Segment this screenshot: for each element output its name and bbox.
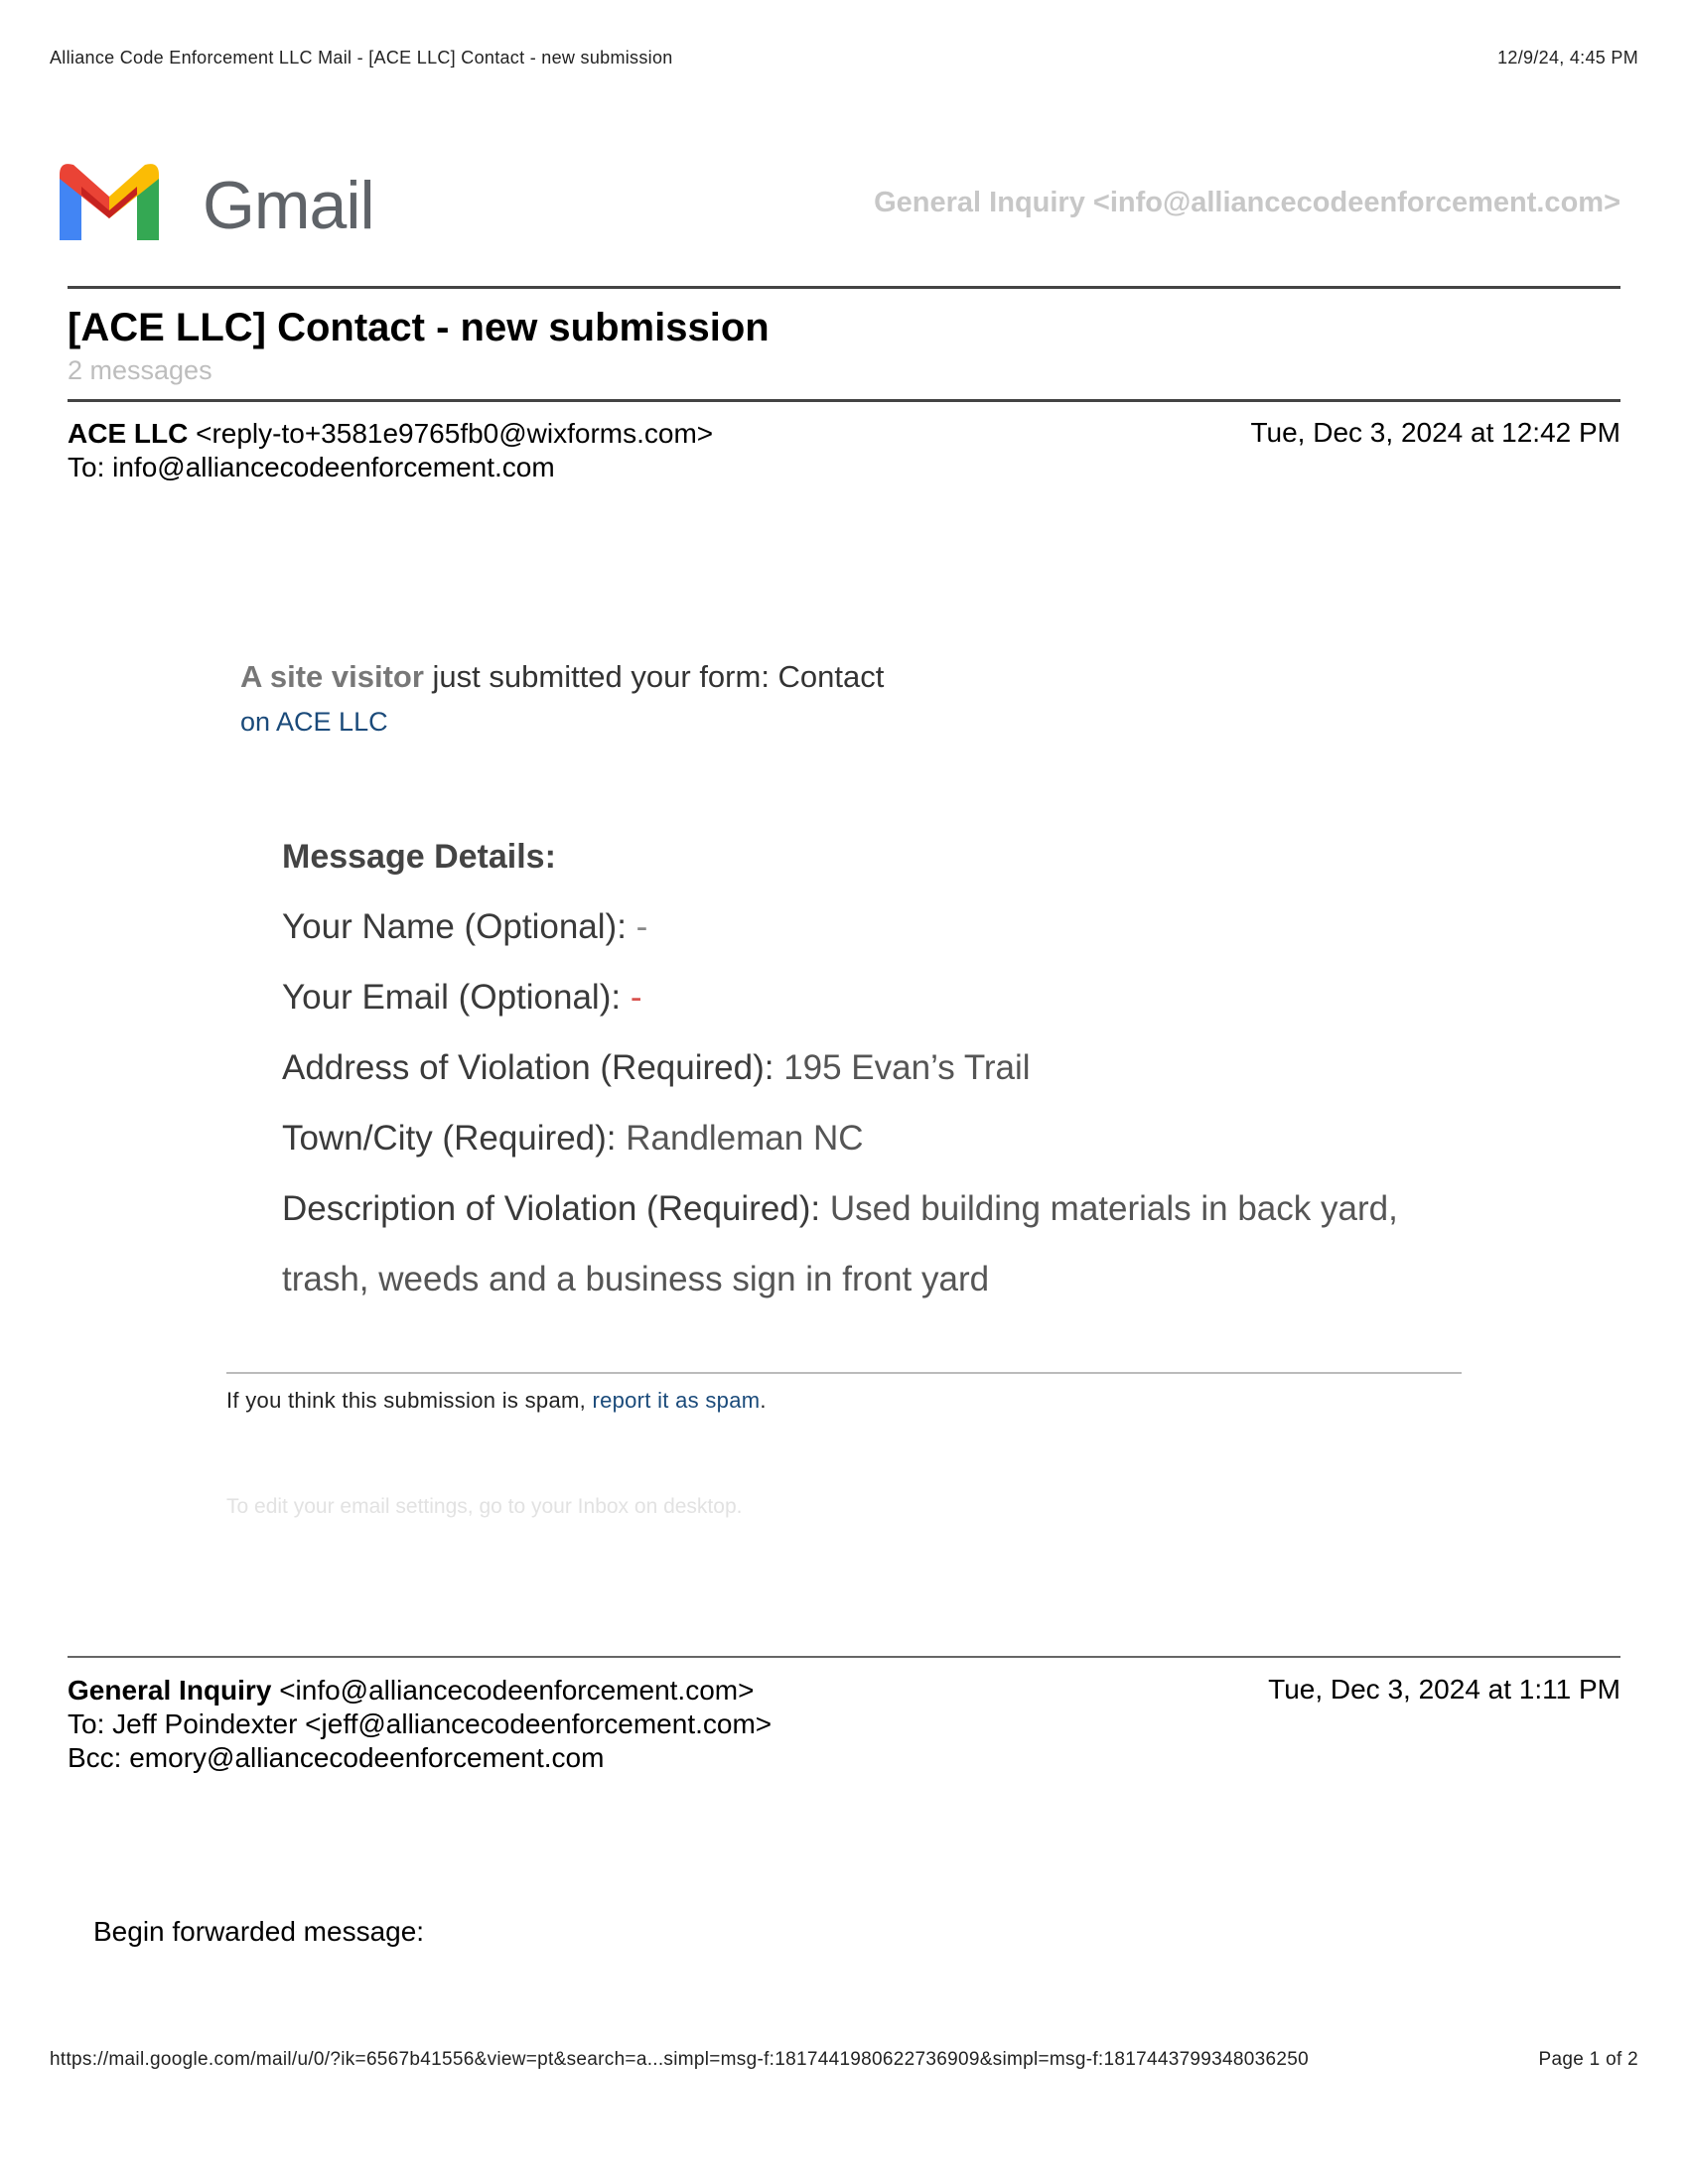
thread-subject: [ACE LLC] Contact - new submission <box>68 306 770 349</box>
message1-sender <box>68 417 713 451</box>
sender-email[interactable]: <reply-to+3581e9765fb0@wixforms.com> <box>196 418 714 449</box>
field-town <box>282 1119 864 1159</box>
divider <box>68 1656 1620 1658</box>
print-header <box>50 48 1638 71</box>
email-settings-note: To edit your email settings, go to your Inbox on desktop. <box>226 1495 743 1518</box>
on-site-link[interactable]: on ACE LLC <box>240 707 388 737</box>
message2-header <box>68 1674 772 1775</box>
field-description <box>282 1189 1398 1229</box>
visitor-rest: just submitted your form: Contact <box>423 659 885 694</box>
field-value: Used building materials in back yard, <box>829 1189 1398 1228</box>
report-spam-link[interactable]: report it as spam <box>592 1388 761 1413</box>
message2-date: Tue, Dec 3, 2024 at 1:11 PM <box>1268 1674 1620 1705</box>
page-number: Page 1 of 2 <box>1538 2049 1638 2070</box>
field-address <box>282 1048 1031 1088</box>
spam-notice <box>226 1388 767 1414</box>
print-title: Alliance Code Enforcement LLC Mail - [ACE LLC] Contact - new submission <box>50 48 673 68</box>
field-value: Randleman NC <box>626 1119 864 1158</box>
field-label: Description of Violation (Required): <box>282 1189 830 1228</box>
message2-bcc: Bcc: emory@alliancecodeenforcement.com <box>68 1742 605 1773</box>
spam-end: . <box>760 1388 767 1413</box>
field-value: trash, weeds and a business sign in front yard <box>282 1260 990 1298</box>
field-value: 195 Evan’s Trail <box>783 1048 1031 1087</box>
visitor-bold: A site visitor <box>240 659 424 694</box>
details-heading: Message Details: <box>282 838 556 876</box>
field-label: Address of Violation (Required): <box>282 1048 784 1087</box>
account-label: General Inquiry <info@alliancecodeenforcement.com> <box>874 187 1620 218</box>
divider <box>68 286 1620 289</box>
field-value: - <box>630 978 642 1017</box>
message2-sender <box>68 1674 772 1707</box>
field-label: Your Name (Optional): <box>282 907 636 946</box>
sender-name: General Inquiry <box>68 1675 272 1706</box>
print-date: 12/9/24, 4:45 PM <box>1497 48 1638 68</box>
sender-name: ACE LLC <box>68 418 189 449</box>
field-name <box>282 907 647 947</box>
sender-email[interactable]: <info@alliancecodeenforcement.com> <box>279 1675 755 1706</box>
message2-to: To: Jeff Poindexter <jeff@alliancecodeenforcement.com> <box>68 1708 773 1739</box>
forwarded-label: Begin forwarded message: <box>93 1916 425 1947</box>
message1-to: To: info@alliancecodeenforcement.com <box>68 452 555 482</box>
footer-url: https://mail.google.com/mail/u/0/?ik=6567b41556&view=pt&search=a...simpl=msg-f:1817441980622736909&simpl=msg-f:1817443799348036250 <box>50 2049 1309 2070</box>
field-label: Town/City (Required): <box>282 1119 627 1158</box>
gmail-wordmark: Gmail <box>203 168 374 243</box>
field-email <box>282 978 641 1018</box>
field-label: Your Email (Optional): <box>282 978 631 1017</box>
spam-text: If you think this submission is spam, <box>226 1388 593 1413</box>
message1-header <box>68 417 713 484</box>
gmail-logo <box>56 157 383 246</box>
gmail-m-icon <box>56 157 163 246</box>
visitor-line <box>240 659 884 695</box>
divider <box>68 399 1620 402</box>
divider <box>226 1372 1462 1374</box>
field-description-cont <box>282 1260 989 1299</box>
message1-date: Tue, Dec 3, 2024 at 12:42 PM <box>1250 417 1620 448</box>
field-value: - <box>635 907 648 946</box>
message-count: 2 messages <box>68 355 212 385</box>
